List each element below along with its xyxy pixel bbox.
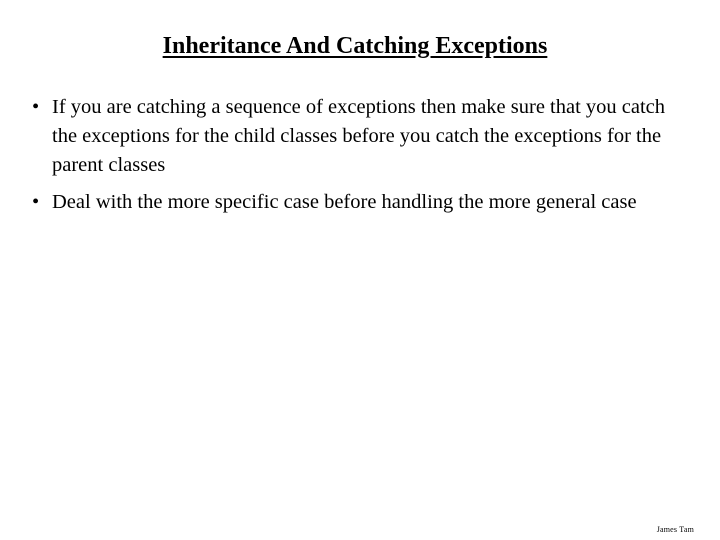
bullet-item	[32, 93, 692, 180]
bullet-text: If you are catching a sequence of exceptions then make sure that you catch the exceptions for the child classes before you catch the exceptions for the parent classes	[52, 96, 666, 176]
bullet-icon: •	[32, 96, 40, 118]
slide-title: Inheritance And Catching Exceptions	[162, 33, 548, 59]
bullet-list	[32, 93, 692, 225]
bullet-item	[32, 188, 692, 217]
bullet-text: Deal with the more specific case before handling the more general case	[52, 191, 637, 213]
author-footer: James Tam	[656, 525, 694, 534]
bullet-icon: •	[32, 191, 40, 213]
